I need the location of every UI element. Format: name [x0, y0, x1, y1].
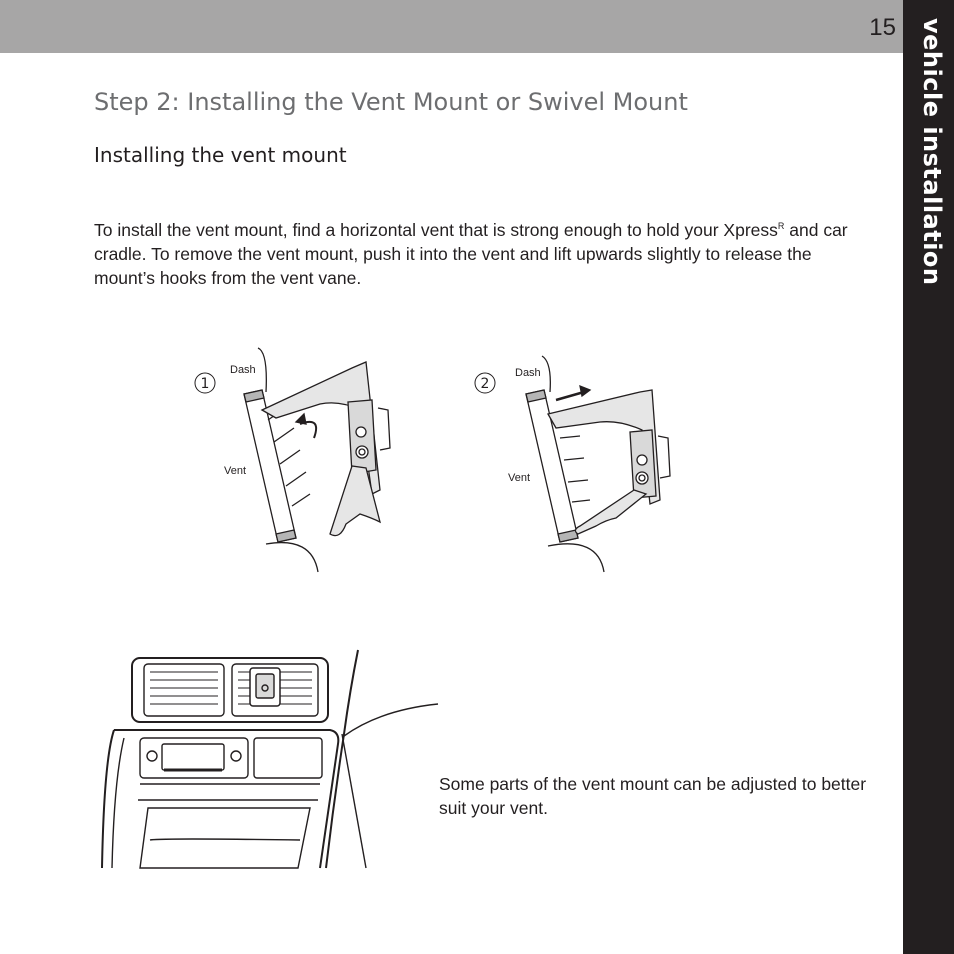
page-number: 15	[869, 14, 896, 41]
side-tab-label: vehicle installation	[918, 18, 946, 286]
step-2-number: 2	[480, 376, 490, 392]
step-1-vent-label: Vent	[224, 465, 247, 477]
sub-title: Installing the vent mount	[94, 143, 347, 167]
section-title: Step 2: Installing the Vent Mount or Swivel Mount	[94, 88, 688, 116]
body-text-part2: and car cradle. To remove the vent mount, push it into the vent and lift upwards slightly to release the mount’s hooks from the vent vane.	[94, 220, 848, 288]
step-2-dash-label: Dash	[515, 367, 541, 379]
body-superscript: R	[777, 221, 785, 231]
step-2-vent-label: Vent	[508, 472, 531, 484]
body-text-part1: To install the vent mount, find a horizontal vent that is strong enough to hold your Xpress	[94, 220, 778, 240]
step-1-number: 1	[200, 376, 210, 392]
step-1-dash-label: Dash	[230, 364, 256, 376]
caption: Some parts of the vent mount can be adjusted to better suit your vent.	[439, 774, 867, 818]
